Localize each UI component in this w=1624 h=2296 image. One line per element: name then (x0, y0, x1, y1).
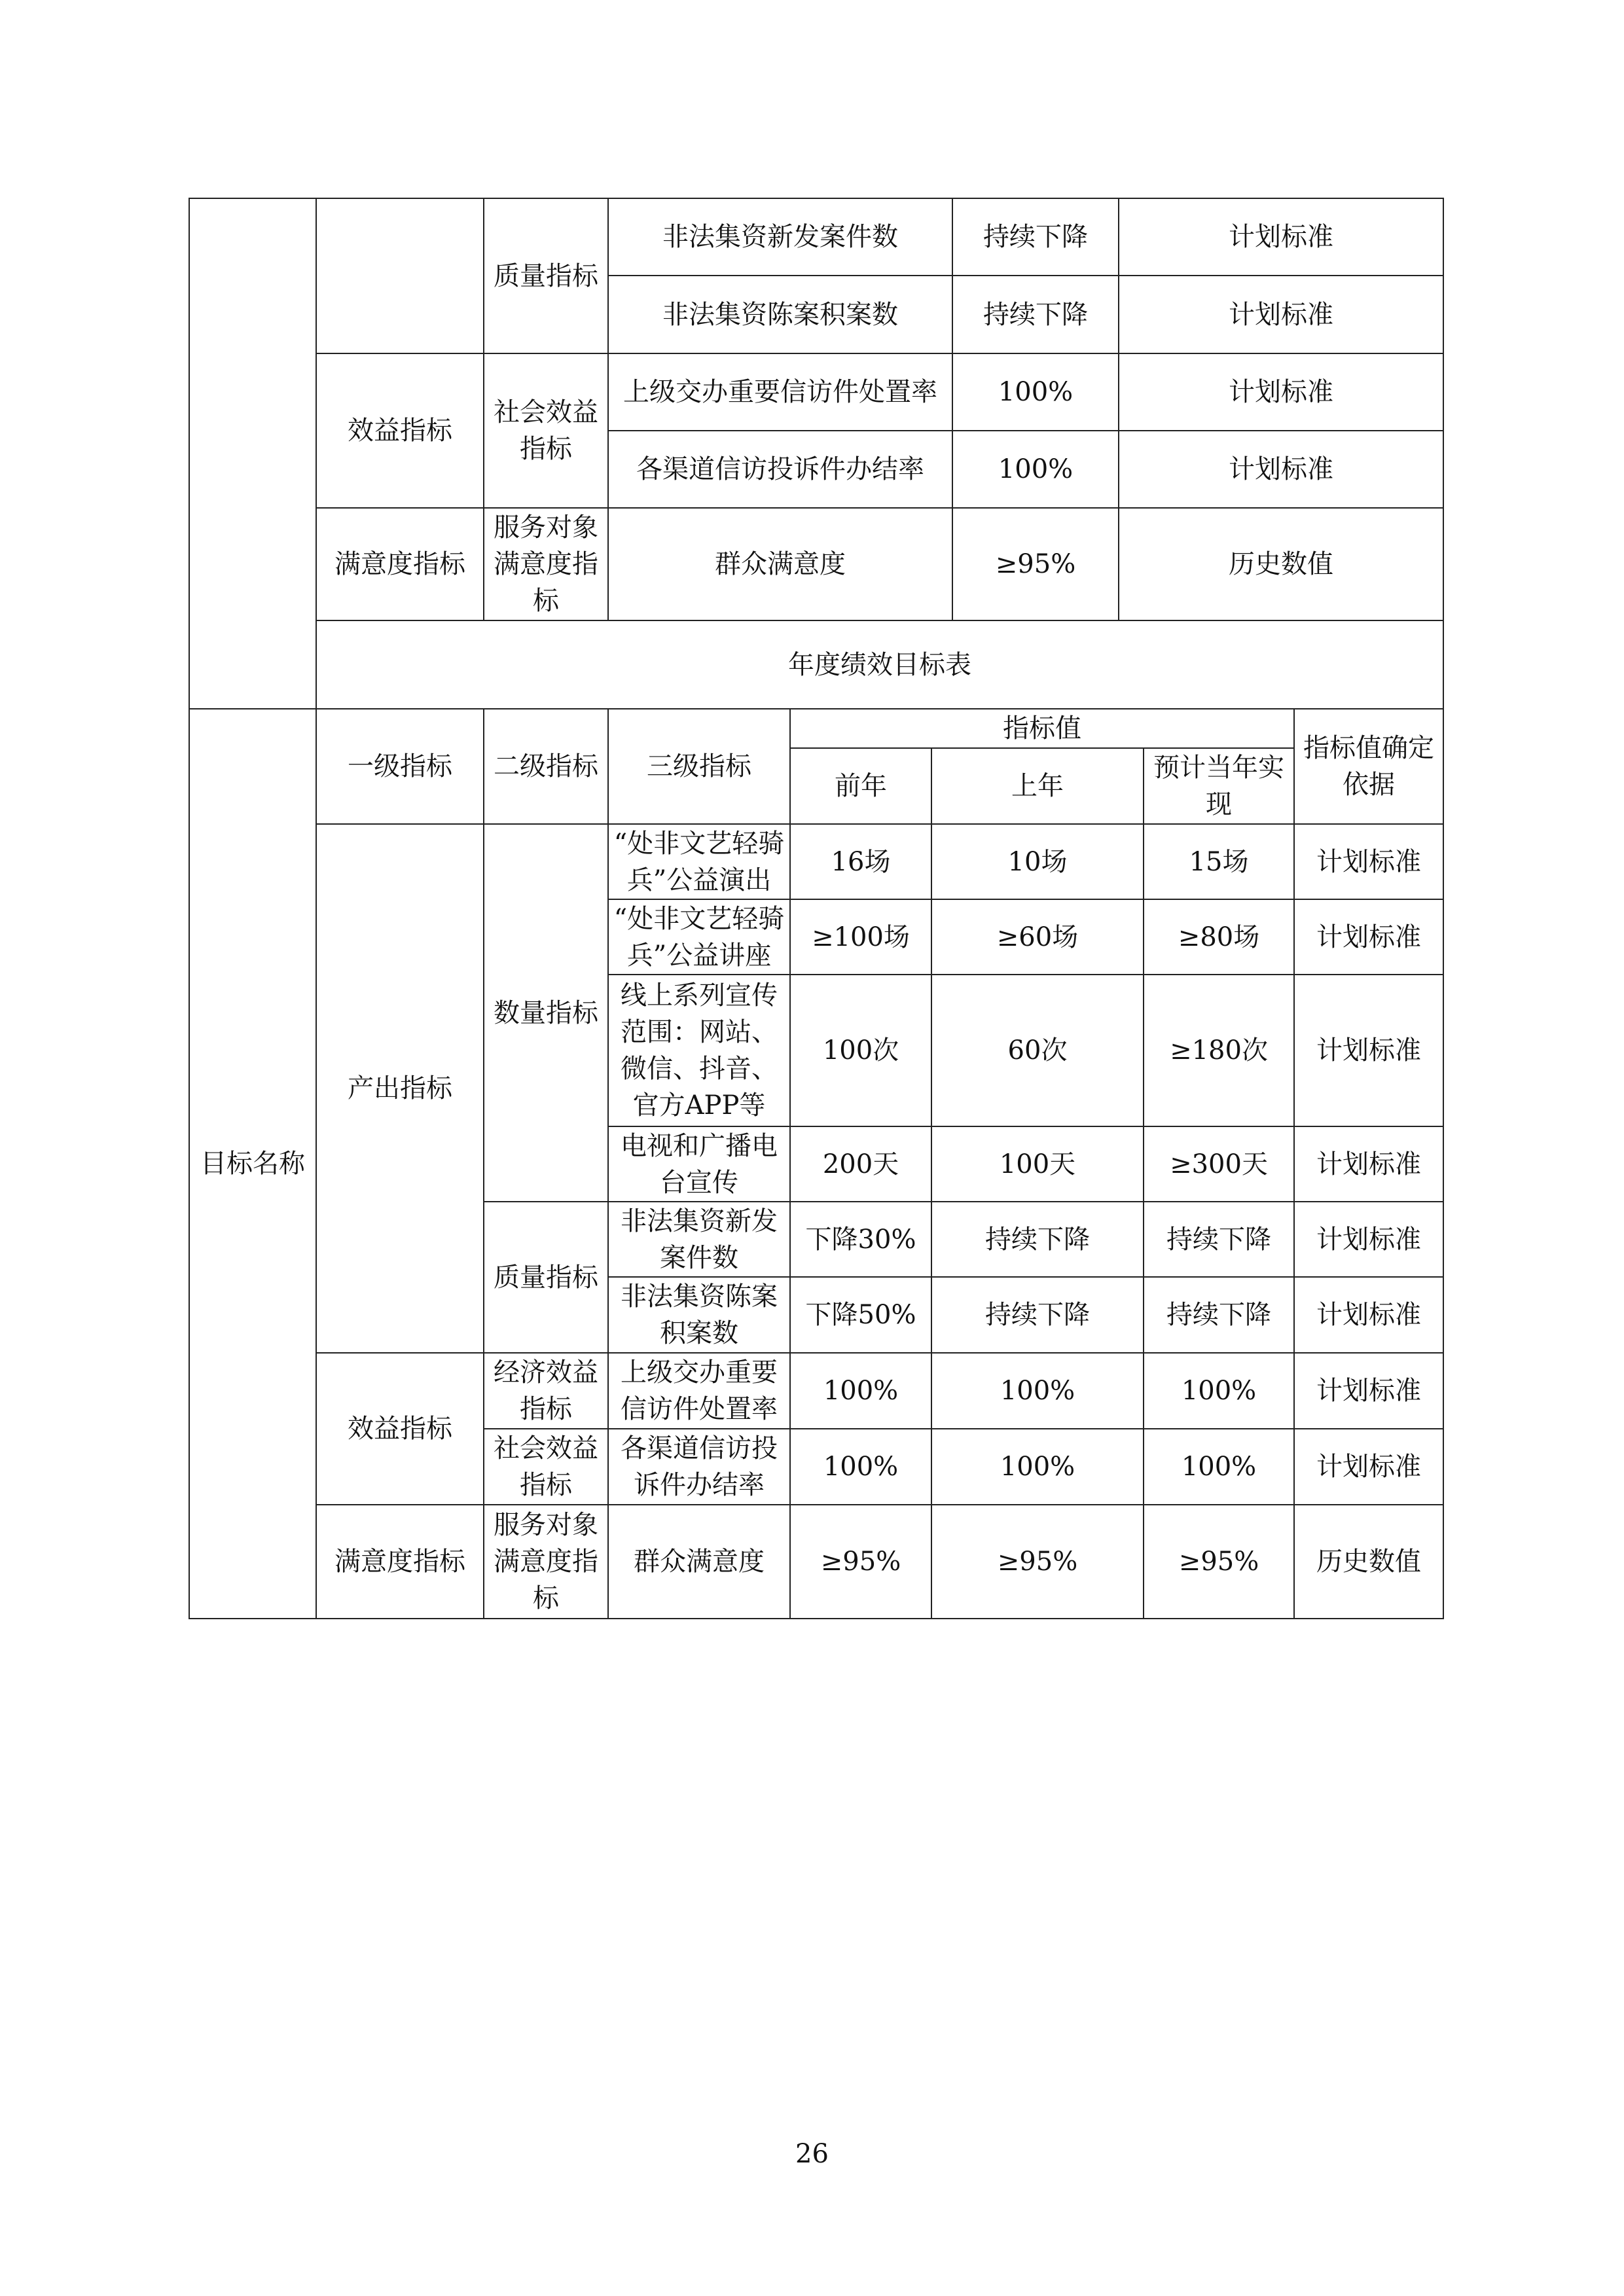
output-label: 产出指标 (316, 824, 484, 1353)
expected-value: 持续下降 (1144, 1277, 1294, 1353)
basis-value: 计划标准 (1294, 1277, 1443, 1353)
basis-value: 计划标准 (1294, 1353, 1443, 1429)
continuation-table (189, 198, 1444, 709)
expected-value: ≥180次 (1144, 975, 1294, 1126)
prev-value: 100% (790, 1429, 931, 1505)
benefit-label: 效益指标 (316, 1353, 484, 1505)
indicator-name: 电视和广播电台宣传 (608, 1126, 790, 1202)
prev-value: 下降30% (790, 1202, 931, 1277)
indicator-name: 上级交办重要信访件处置率 (608, 1353, 790, 1429)
indicator-name: 非法集资新发案件数 (608, 198, 952, 276)
expected-value: ≥80场 (1144, 899, 1294, 975)
indicator-name: 群众满意度 (608, 1505, 790, 1619)
basis-value: 历史数值 (1294, 1505, 1443, 1619)
expected-value: 15场 (1144, 824, 1294, 899)
blank-level1-cell (316, 198, 484, 353)
quality-label: 质量指标 (484, 1202, 608, 1353)
basis-value: 计划标准 (1294, 824, 1443, 899)
header-level1: 一级指标 (316, 709, 484, 824)
basis-value: 计划标准 (1294, 975, 1443, 1126)
indicator-name: “处非文艺轻骑兵”公益演出 (608, 824, 790, 899)
service-label: 服务对象满意度指标 (484, 1505, 608, 1619)
benefit-label: 效益指标 (316, 353, 484, 508)
prev-value: 16场 (790, 824, 931, 899)
header-indicator-value: 指标值 (790, 709, 1294, 748)
expected-value: 100% (1144, 1353, 1294, 1429)
indicator-name: 上级交办重要信访件处置率 (608, 353, 952, 431)
indicator-basis: 计划标准 (1119, 276, 1443, 353)
satisfaction-label: 满意度指标 (316, 1505, 484, 1619)
service-label: 服务对象满意度指标 (484, 508, 608, 620)
last-value: 100% (931, 1353, 1144, 1429)
last-value: 60次 (931, 975, 1144, 1126)
indicator-value: 持续下降 (952, 198, 1119, 276)
prev-value: 100次 (790, 975, 931, 1126)
target-name-label: 目标名称 (189, 709, 316, 1619)
last-value: 100% (931, 1429, 1144, 1505)
prev-value: 200天 (790, 1126, 931, 1202)
expected-value: ≥95% (1144, 1505, 1294, 1619)
indicator-value: 100% (952, 353, 1119, 431)
indicator-name: 非法集资新发案件数 (608, 1202, 790, 1277)
indicator-name: 群众满意度 (608, 508, 952, 620)
prev-value: 下降50% (790, 1277, 931, 1353)
indicator-basis: 历史数值 (1119, 508, 1443, 620)
last-value: 持续下降 (931, 1202, 1144, 1277)
indicator-value: 持续下降 (952, 276, 1119, 353)
indicator-basis: 计划标准 (1119, 198, 1443, 276)
basis-value: 计划标准 (1294, 899, 1443, 975)
header-prev-year: 前年 (790, 748, 931, 824)
indicator-value: 100% (952, 431, 1119, 508)
basis-value: 计划标准 (1294, 1202, 1443, 1277)
satisfaction-label: 满意度指标 (316, 508, 484, 620)
indicator-name: “处非文艺轻骑兵”公益讲座 (608, 899, 790, 975)
last-value: 100天 (931, 1126, 1144, 1202)
indicator-name: 各渠道信访投诉件办结率 (608, 431, 952, 508)
expected-value: ≥300天 (1144, 1126, 1294, 1202)
header-basis: 指标值确定依据 (1294, 709, 1443, 824)
indicator-name: 各渠道信访投诉件办结率 (608, 1429, 790, 1505)
indicator-name: 非法集资陈案积案数 (608, 276, 952, 353)
economic-benefit-label: 经济效益指标 (484, 1353, 608, 1429)
header-last-year: 上年 (931, 748, 1144, 824)
section-title: 年度绩效目标表 (316, 620, 1443, 709)
last-value: ≥60场 (931, 899, 1144, 975)
blank-left-cell (189, 198, 316, 709)
last-value: 持续下降 (931, 1277, 1144, 1353)
indicator-name: 非法集资陈案积案数 (608, 1277, 790, 1353)
header-level2: 二级指标 (484, 709, 608, 824)
basis-value: 计划标准 (1294, 1126, 1443, 1202)
prev-value: 100% (790, 1353, 931, 1429)
expected-value: 100% (1144, 1429, 1294, 1505)
basis-value: 计划标准 (1294, 1429, 1443, 1505)
indicator-basis: 计划标准 (1119, 431, 1443, 508)
header-expected: 预计当年实现 (1144, 748, 1294, 824)
indicator-name: 线上系列宣传范围：网站、微信、抖音、官方APP等 (608, 975, 790, 1126)
expected-value: 持续下降 (1144, 1202, 1294, 1277)
quality-label: 质量指标 (484, 198, 608, 353)
page-number: 26 (795, 2139, 829, 2169)
prev-value: ≥100场 (790, 899, 931, 975)
prev-value: ≥95% (790, 1505, 931, 1619)
annual-target-table (189, 708, 1444, 1619)
social-benefit-label: 社会效益指标 (484, 1429, 608, 1505)
last-value: ≥95% (931, 1505, 1144, 1619)
indicator-value: ≥95% (952, 508, 1119, 620)
quantity-label: 数量指标 (484, 824, 608, 1202)
indicator-basis: 计划标准 (1119, 353, 1443, 431)
header-level3: 三级指标 (608, 709, 790, 824)
social-benefit-label: 社会效益指标 (484, 353, 608, 508)
last-value: 10场 (931, 824, 1144, 899)
